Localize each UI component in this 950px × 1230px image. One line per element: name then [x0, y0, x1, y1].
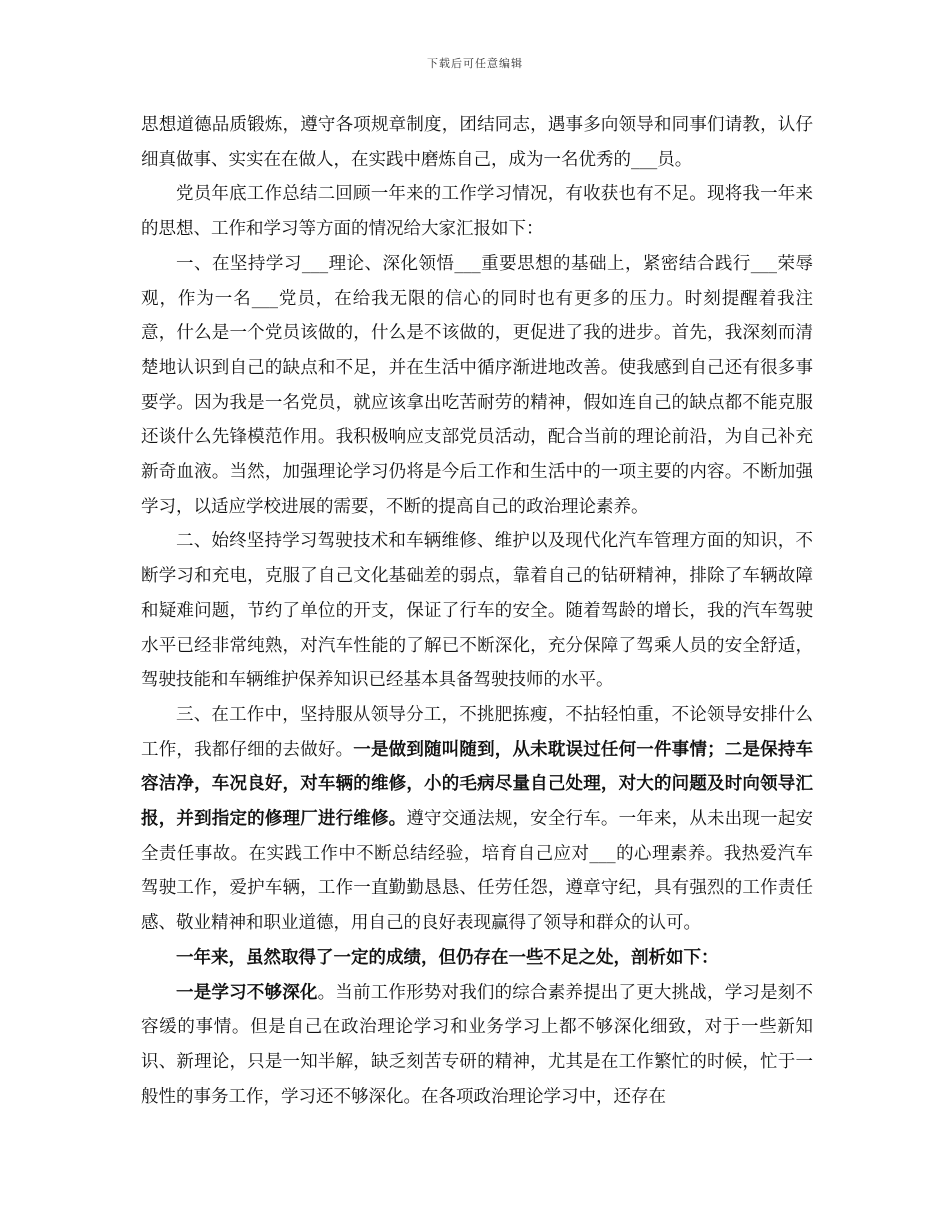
summary-heading: 一年来，虽然取得了一定的成绩，但仍存在一些不足之处，剖析如下：: [176, 947, 719, 968]
document-body: [141, 108, 813, 1114]
paragraph: 思想道德品质锻炼，遵守各项规章制度，团结同志，遇事多向领导和同事们请教，认仔细真做事、实实在在做人，在实践中磨炼自己，成为一名优秀的___员。: [141, 115, 813, 170]
bold-text: 一是学习不够深化: [176, 982, 318, 1003]
page-header: 下载后可任意编辑: [427, 57, 523, 70]
bold-text: 一是做到随叫随到，从未耽误过任何一件事情；二是保持车容洁净，车况良好，对车辆的维修，小的毛病尽量自己处理，对大的问题及时向领导汇报，并到指定的修理厂进行维修。: [141, 739, 814, 830]
paragraph-text: 遵守交通法规，安全行车。一年来，从未出现一起安全责任事故。在实践工作中不断总结经验，培育自己应对___的心理素养。我热爱汽车驾驶工作，爱护车辆，工作一直勤勤恳恳、任劳任怨，遵章守纪，具有强烈的工作责任感、敬业精神和职业道德，用自己的良好表现赢得了领导和群众的认可。: [141, 809, 814, 934]
paragraph: [141, 976, 813, 1115]
paragraph: 二、始终坚持学习驾驶技术和车辆维修、维护以及现代化汽车管理方面的知识，不断学习和充电，克服了自己文化基础差的弱点，靠着自己的钻研精神，排除了车辆故障和疑难问题，节约了单位的开支，保证了行车的安全。随着驾龄的增长，我的汽车驾驶水平已经非常纯熟，对汽车性能的了解已不断深化，充分保障了驾乘人员的安全舒适，驾驶技能和车辆维护保养知识已经基本具备驾驶技师的水平。: [141, 531, 813, 691]
paragraph-text: 。当前工作形势对我们的综合素养提出了更大挑战，学习是刻不容缓的事情。但是自己在政治理论学习和业务学习上都不够深化细致，对于一些新知识、新理论，只是一知半解，缺乏刻苦专研的精神，尤其是在工作繁忙的时候，忙于一般性的事务工作，学习还不够深化。在各项政治理论学习中，还存在: [141, 982, 814, 1107]
paragraph: [141, 698, 813, 941]
paragraph-text: 三、在工作中，坚持服从领导分工，不挑肥拣瘦，不拈轻怕重，不论领导安排什么工作，我都仔细的去做好。: [141, 704, 813, 760]
paragraph: 一、在坚持学习___理论、深化领悟___重要思想的基础上，紧密结合践行___荣辱观，作为一名___党员，在给我无限的信心的同时也有更多的压力。时刻提醒着我注意，什么是一个党员该做的，什么是不该做的，更促进了我的进步。首先，我深刻而清楚地认识到自己的缺点和不足，并在生活中循序渐进地改善。使我感到自己还有很多事要学。因为我是一名党员，就应该拿出吃苦耐劳的精神，假如连自己的缺点都不能克服还谈什么先锋模范作用。我积极响应支部党员活动，配合当前的理论前沿，为自己补充新奇血液。当然，加强理论学习仍将是今后工作和生活中的一项主要的内容。不断加强学习，以适应学校进展的需要，不断的提高自己的政治理论素养。: [141, 253, 813, 517]
paragraph: 党员年底工作总结二回顾一年来的工作学习情况，有收获也有不足。现将我一年来的思想、工作和学习等方面的情况给大家汇报如下：: [141, 184, 813, 240]
